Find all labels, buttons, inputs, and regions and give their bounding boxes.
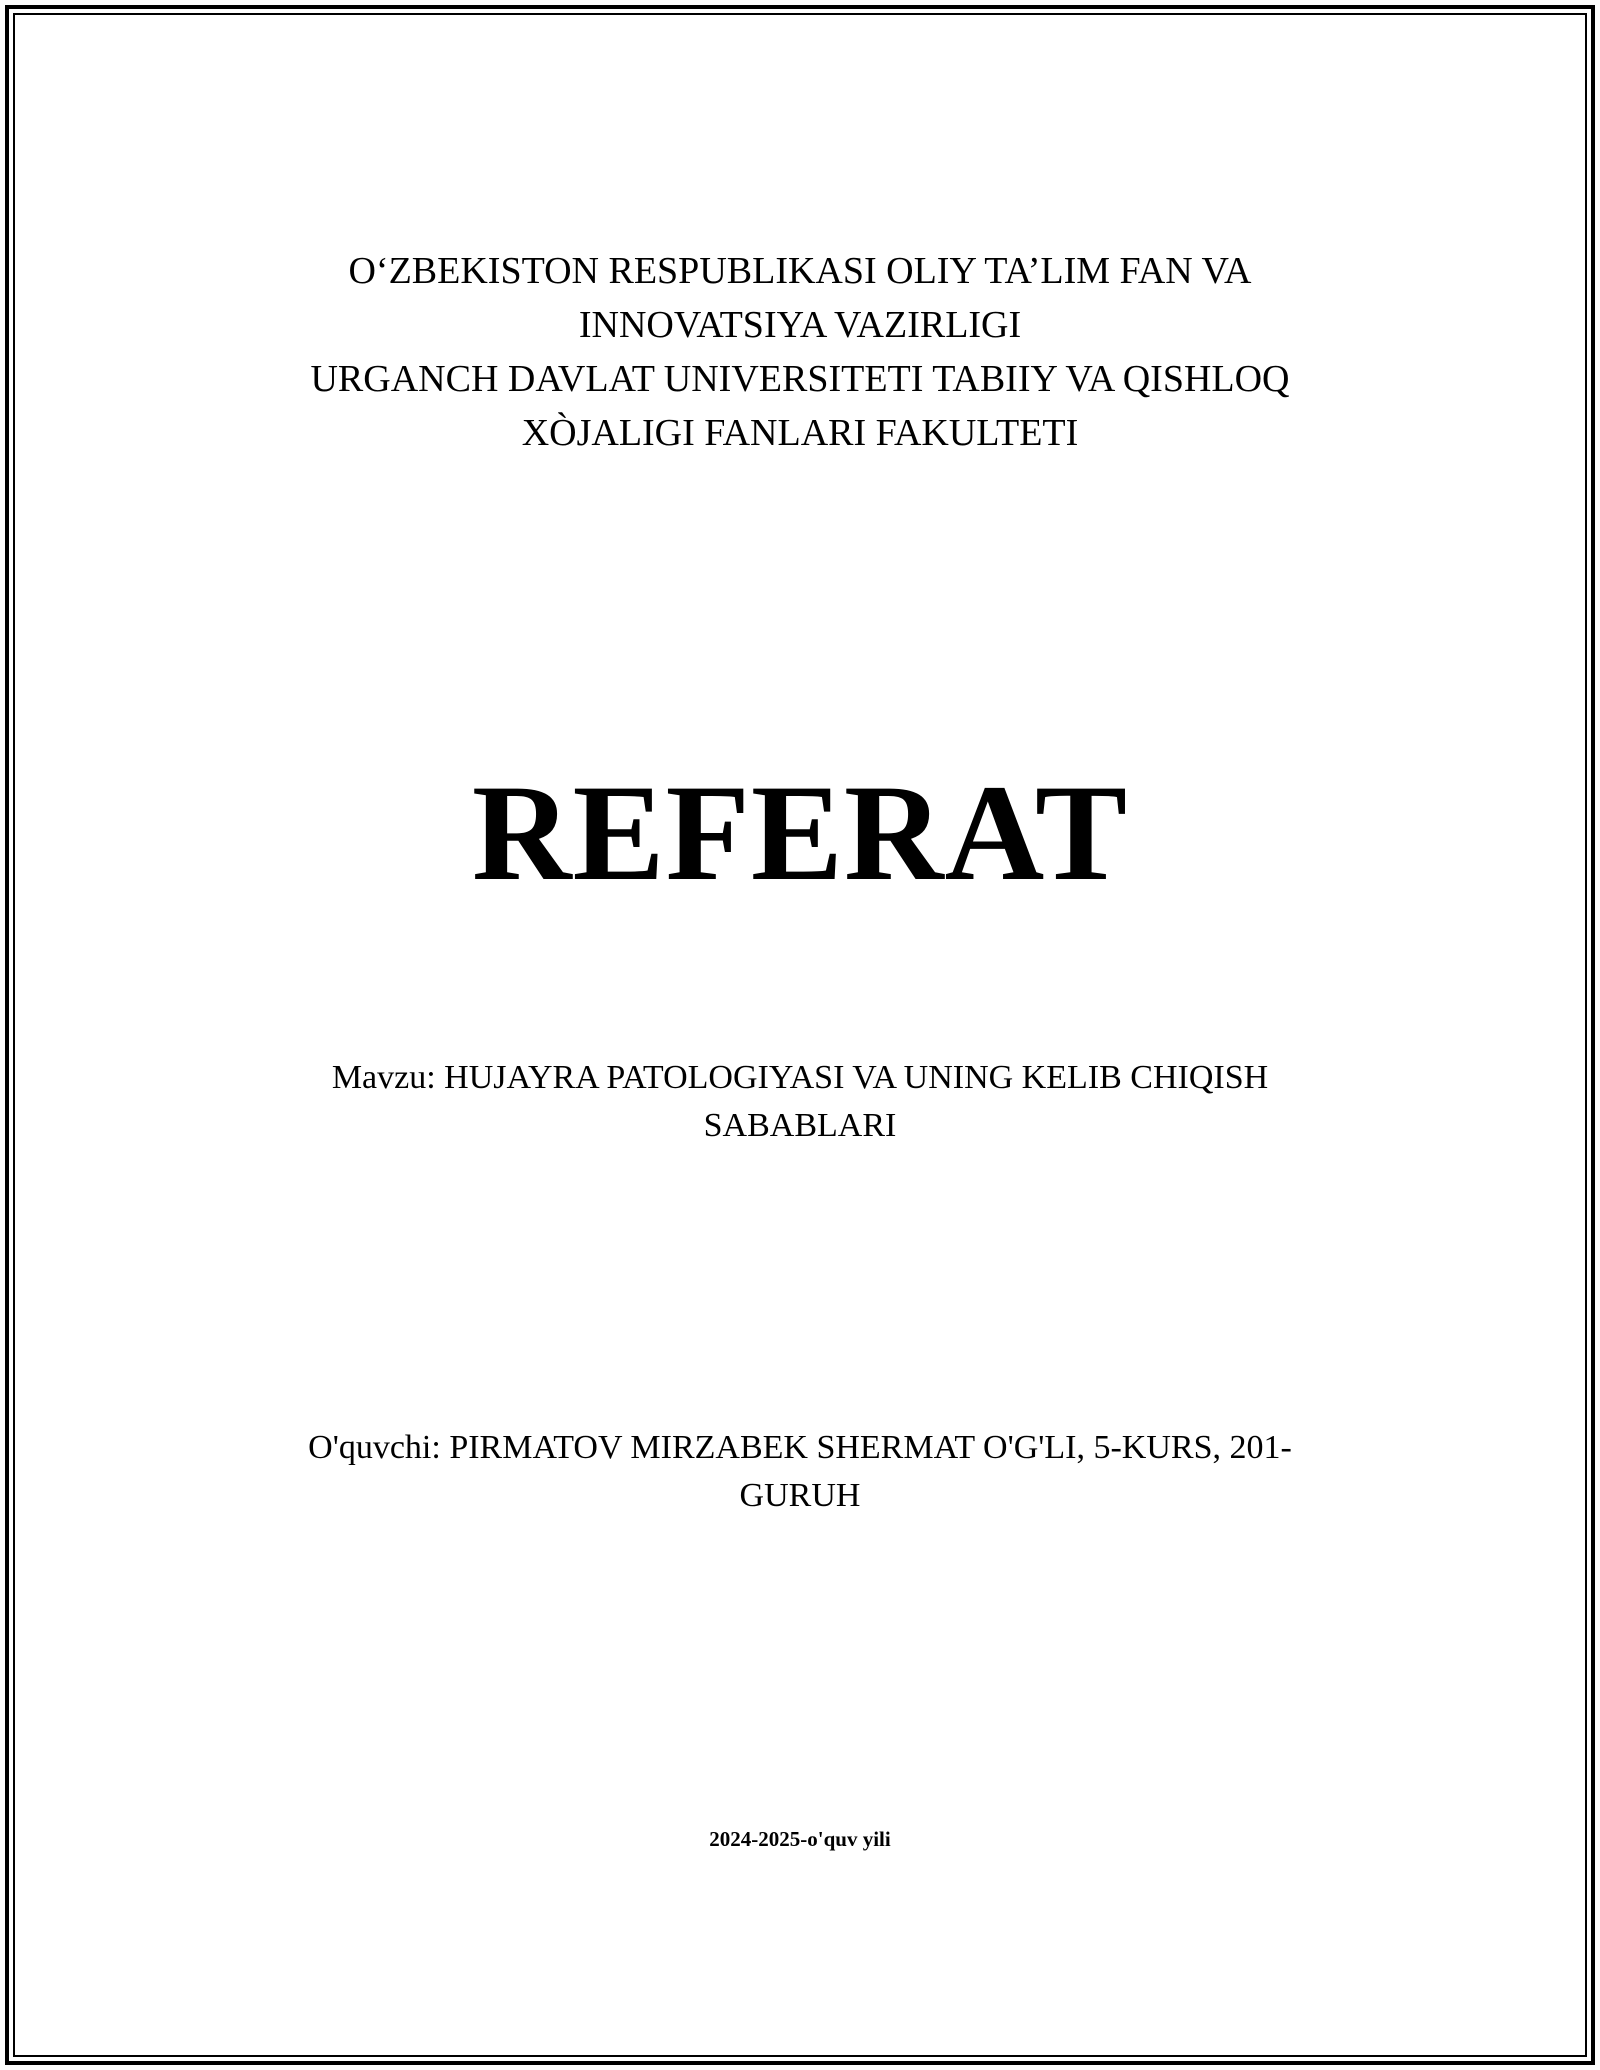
header-line-ministry-cont: INNOVATSIYA VAZIRLIGI <box>578 304 1022 346</box>
header-line-faculty: XÒJALIGI FANLARI FAKULTETI <box>521 412 1079 454</box>
topic-line-2: SABABLARI <box>703 1107 897 1144</box>
topic-section <box>0 1054 1600 1150</box>
header-line-ministry: O‘ZBEKISTON RESPUBLIKASI OLIY TA’LIM FAN VA <box>348 250 1252 292</box>
student-line-2: GURUH <box>739 1477 861 1514</box>
institution-header <box>0 244 1600 460</box>
topic-line-1: Mavzu: HUJAYRA PATOLOGIYASI VA UNING KELIB CHIQISH <box>331 1059 1269 1096</box>
header-line-university: URGANCH DAVLAT UNIVERSITETI TABIIY VA QISHLOQ <box>310 358 1290 400</box>
document-title: REFERAT <box>471 756 1129 909</box>
academic-year: 2024-2025-o'quv yili <box>709 1827 891 1851</box>
student-section <box>0 1424 1600 1520</box>
student-line-1: O'quvchi: PIRMATOV MIRZABEK SHERMAT O'G'LI, 5-KURS, 201- <box>308 1429 1292 1466</box>
